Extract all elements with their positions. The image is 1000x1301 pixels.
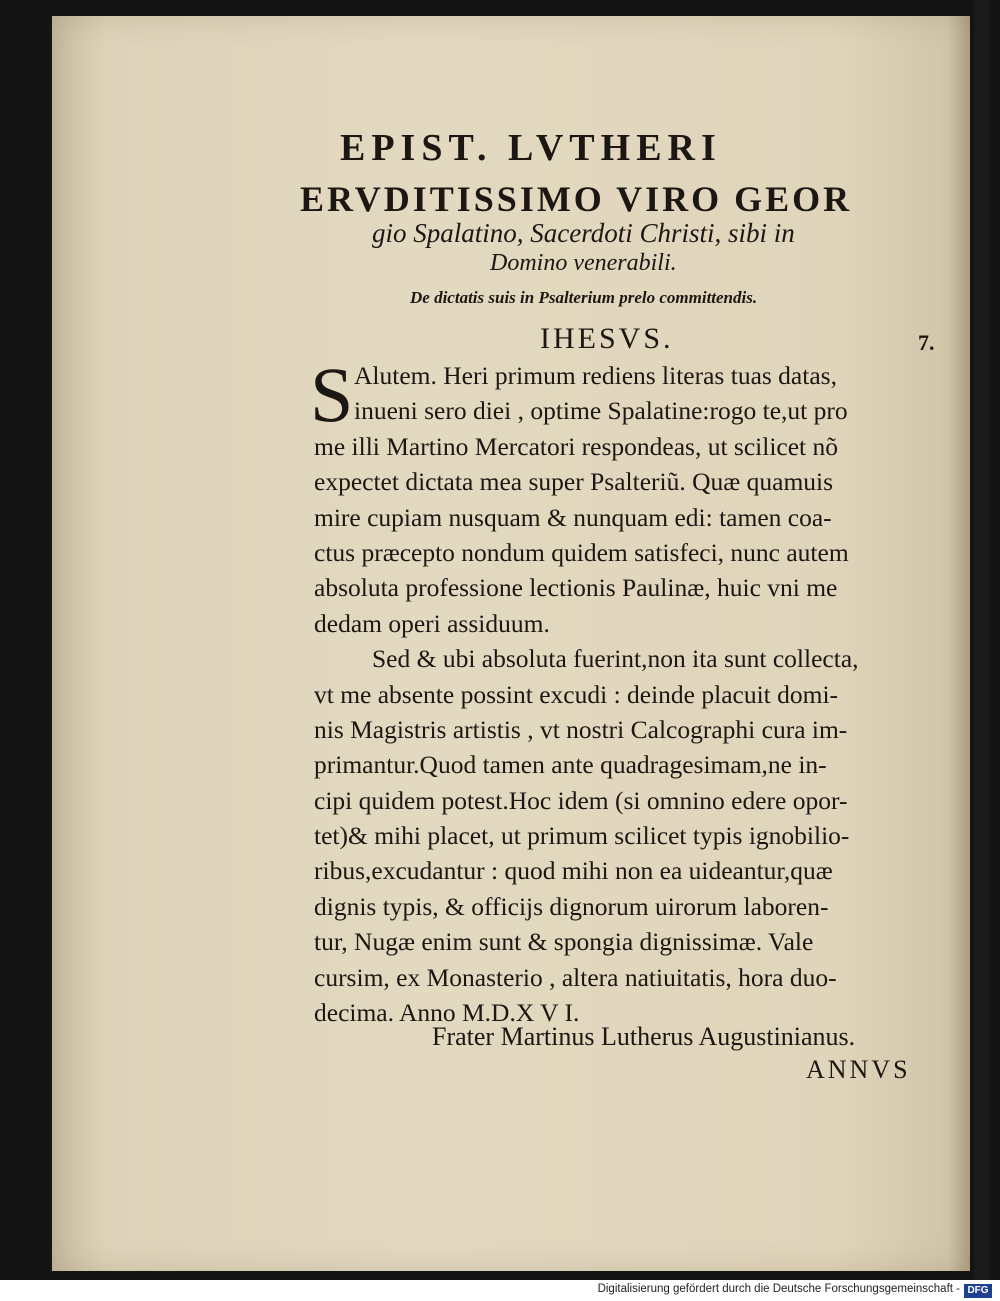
footer-bar: [0, 1282, 1000, 1301]
text-line: expectet dictata mea super Psalteriũ. Quæ quamuis: [314, 467, 834, 497]
scan-edge-strip: [974, 0, 990, 1280]
text-line: dignis typis, & officijs dignorum uirorum laboren-: [314, 891, 829, 921]
text-line: cipi quidem potest.Hoc idem (si omnino edere opor-: [314, 785, 848, 815]
catchword: ANNVS: [806, 1055, 911, 1084]
text-line: ribus,excudantur : quod mihi non ea uideantur,quæ: [314, 856, 833, 886]
page-number: 7.: [918, 330, 935, 355]
footer-credit: Digitalisierung gefördert durch die Deutsche Forschungsgemeinschaft -: [597, 1283, 960, 1295]
drop-capital: S: [310, 351, 354, 438]
subtitle: De dictatis suis in Psalterium prelo committendis.: [410, 288, 758, 307]
dfg-logo: DFG: [964, 1284, 992, 1298]
text-line: tur, Nugæ enim sunt & spongia dignissimæ. Vale: [314, 927, 814, 957]
text-line: me illi Martino Mercatori respondeas, ut scilicet nõ: [314, 431, 839, 461]
text-line: decima. Anno M.D.X V I.: [314, 998, 580, 1028]
title-line-4: Domino venerabili.: [490, 250, 677, 276]
text-line: ctus præcepto nondum quidem satisfeci, nunc autem: [314, 537, 849, 567]
text-line: dedam operi assiduum.: [314, 608, 550, 638]
title-line-2: ERVDITISSIMO VIRO GEOR: [300, 179, 853, 219]
text-line: tet)& mihi placet, ut primum scilicet typis ignobilio-: [314, 821, 850, 851]
paragraph-1: [314, 358, 954, 429]
text-line: vt me absente possint excudi : deinde placuit domi-: [314, 679, 839, 709]
text-line: primantur.Quod tamen ante quadragesimam,ne in-: [314, 750, 827, 780]
text-line: inueni sero diei , optime Spalatine:rogo te,ut pro: [354, 396, 848, 426]
title-line-1: EPIST. LVTHERI: [340, 127, 722, 169]
letter-body: [310, 351, 954, 1030]
text-line: Alutem. Heri primum rediens literas tuas datas,: [354, 361, 837, 390]
title-line-3: gio Spalatino, Sacerdoti Christi, sibi in: [372, 218, 795, 248]
text-line: cursim, ex Monasterio , altera natiuitatis, hora duo-: [314, 962, 837, 992]
paragraph-2: [314, 641, 954, 1030]
text-line: mire cupiam nusquam & nunquam edi: tamen coa-: [314, 502, 832, 532]
text-line: Sed & ubi absoluta fuerint,non ita sunt collecta,: [372, 644, 859, 674]
signature: Frater Martinus Lutherus Augustinianus.: [432, 1022, 856, 1051]
paragraph-1-continued: [314, 429, 954, 641]
heading: IHESVS.: [540, 322, 674, 355]
text-line: absoluta professione lectionis Paulinæ, huic vni me: [314, 573, 838, 603]
text-line: nis Magistris artistis , vt nostri Calcographi cura im-: [314, 714, 848, 744]
